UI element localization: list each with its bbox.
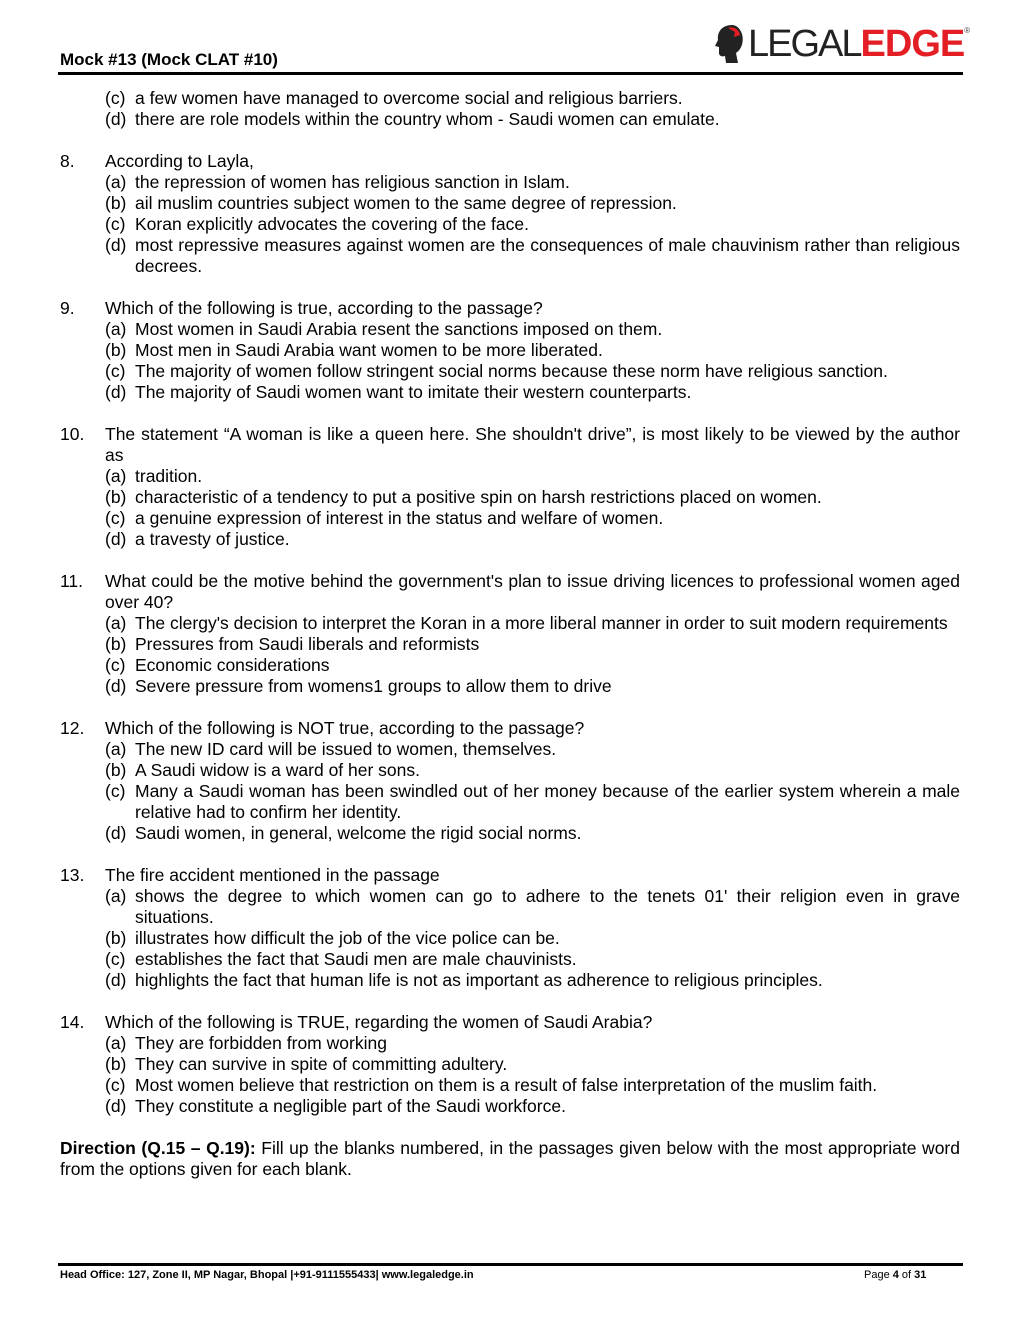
carryover-options (60, 88, 960, 130)
option (105, 823, 960, 844)
option-text: characteristic of a tendency to put a positive spin on harsh restrictions placed on women. (135, 487, 822, 507)
option-label: (c) (105, 508, 126, 528)
option-label: (a) (105, 172, 127, 192)
option-label: (b) (105, 634, 127, 654)
option (105, 487, 960, 508)
option (105, 1075, 960, 1096)
option-text: The majority of Saudi women want to imitate their western counterparts. (135, 382, 692, 402)
page-total: 31 (914, 1269, 927, 1281)
option-label: (d) (105, 109, 127, 129)
question-number: 11. (60, 571, 84, 591)
option (105, 655, 960, 676)
option-label: (b) (105, 340, 127, 360)
question-line (60, 424, 960, 466)
option (105, 529, 960, 550)
option-text: there are role models within the country whom - Saudi women can emulate. (135, 109, 720, 129)
option (105, 760, 960, 781)
option-text: establishes the fact that Saudi men are male chauvinists. (135, 949, 577, 969)
question-line (60, 151, 960, 172)
question-number: 13. (60, 865, 85, 885)
option-text: Most women believe that restriction on them is a result of false interpretation of the muslim faith. (135, 1075, 878, 1095)
option (105, 739, 960, 760)
option-text: Saudi women, in general, welcome the rigid social norms. (135, 823, 582, 843)
question-number: 8. (60, 151, 75, 171)
option (105, 382, 960, 403)
option (105, 613, 960, 634)
option-label: (d) (105, 676, 127, 696)
footer-rule (58, 1263, 963, 1266)
header-rule (58, 72, 963, 75)
question-line (60, 1012, 960, 1033)
option-text: highlights the fact that human life is not as important as adherence to religious principles. (135, 970, 823, 990)
option (105, 1033, 960, 1054)
option (105, 781, 960, 823)
question-number: 10. (60, 424, 85, 444)
option (105, 109, 960, 130)
question-text: The statement “A woman is like a queen here. She shouldn't drive”, is most likely to be viewed by the author as (105, 424, 960, 465)
option-text: A Saudi widow is a ward of her sons. (135, 760, 421, 780)
option (105, 193, 960, 214)
question-number: 9. (60, 298, 75, 318)
option (105, 466, 960, 487)
question-text: The fire accident mentioned in the passage (105, 865, 440, 885)
option (105, 508, 960, 529)
option-label: (c) (105, 949, 126, 969)
option-label: (c) (105, 781, 126, 801)
option-label: (c) (105, 88, 126, 108)
option-label: (a) (105, 466, 127, 486)
question-line (60, 718, 960, 739)
option-label: (a) (105, 613, 127, 633)
question-text: What could be the motive behind the government's plan to issue driving licences to professional women aged over 40? (105, 571, 960, 612)
option-label: (d) (105, 1096, 127, 1116)
option-text: Many a Saudi woman has been swindled out of her money because of the earlier system wherein a male relative had to confirm her identity. (135, 781, 960, 822)
option-text: illustrates how difficult the job of the vice police can be. (135, 928, 560, 948)
question-text: According to Layla, (105, 151, 254, 171)
option (105, 928, 960, 949)
option-text: The new ID card will be issued to women, themselves. (135, 739, 557, 759)
option (105, 172, 960, 193)
option (105, 214, 960, 235)
question-text: Which of the following is true, according to the passage? (105, 298, 543, 318)
question-item (60, 151, 960, 277)
option (105, 235, 960, 277)
option-label: (c) (105, 214, 126, 234)
option-text: They are forbidden from working (135, 1033, 387, 1053)
option (105, 1054, 960, 1075)
option (105, 886, 960, 928)
question-item (60, 571, 960, 697)
option-label: (d) (105, 970, 127, 990)
option (105, 676, 960, 697)
option-text: a travesty of justice. (135, 529, 290, 549)
option (105, 340, 960, 361)
question-item (60, 298, 960, 403)
option-label: (b) (105, 760, 127, 780)
question-number: 14. (60, 1012, 85, 1032)
option-text: They can survive in spite of committing adultery. (135, 1054, 508, 1074)
page-of: of (898, 1269, 915, 1281)
page-number (864, 1269, 926, 1281)
option-text: Most men in Saudi Arabia want women to be more liberated. (135, 340, 603, 360)
document-title: Mock #13 (Mock CLAT #10) (60, 50, 278, 69)
option (105, 949, 960, 970)
question-text: Which of the following is TRUE, regarding the women of Saudi Arabia? (105, 1012, 653, 1032)
page-current: 4 (892, 1269, 899, 1281)
option-label: (a) (105, 1033, 127, 1053)
logo-text-legal: LEGAL (748, 22, 861, 65)
question-item (60, 424, 960, 550)
question-text: Which of the following is NOT true, according to the passage? (105, 718, 585, 738)
direction-label: Direction (Q.15 – Q.19): (60, 1138, 256, 1158)
option-label: (a) (105, 319, 127, 339)
option-text: Most women in Saudi Arabia resent the sanctions imposed on them. (135, 319, 663, 339)
question-line (60, 571, 960, 613)
head-silhouette-icon (714, 23, 744, 65)
option-text: Severe pressure from womens1 groups to allow them to drive (135, 676, 612, 696)
option-text: shows the degree to which women can go to adhere to the tenets 01' their religion even in grave situations. (135, 886, 960, 927)
option-label: (b) (105, 1054, 127, 1074)
option-text: Economic considerations (135, 655, 330, 675)
question-item (60, 865, 960, 991)
page-prefix: Page (864, 1269, 893, 1281)
logo-text-edge: EDGE (860, 22, 965, 65)
question-item (60, 1012, 960, 1117)
legaledge-logo (714, 22, 970, 66)
direction-text: Fill up the blanks numbered, in the passages given below with the most appropriate word from the options given for each blank. (60, 1138, 960, 1179)
option (105, 1096, 960, 1117)
footer-address: Head Office: 127, Zone II, MP Nagar, Bhopal |+91-9111555433| www.legaledge.in (60, 1269, 474, 1281)
option-text: a genuine expression of interest in the status and welfare of women. (135, 508, 664, 528)
option-text: Koran explicitly advocates the covering of the face. (135, 214, 529, 234)
option-label: (c) (105, 361, 126, 381)
question-number: 12. (60, 718, 85, 738)
option (105, 361, 960, 382)
option-text: the repression of women has religious sanction in Islam. (135, 172, 570, 192)
option (105, 319, 960, 340)
option (105, 634, 960, 655)
direction (60, 1138, 960, 1180)
option-label: (d) (105, 529, 127, 549)
question-line (60, 865, 960, 886)
option-label: (a) (105, 739, 127, 759)
option-text: ail muslim countries subject women to the same degree of repression. (135, 193, 677, 213)
option-text: They constitute a negligible part of the Saudi workforce. (135, 1096, 566, 1116)
question-content (60, 88, 960, 1180)
option-label: (b) (105, 928, 127, 948)
option (105, 88, 960, 109)
option-label: (b) (105, 193, 127, 213)
question-item (60, 718, 960, 844)
option-text: The majority of women follow stringent social norms because these norm have religious sanction. (135, 361, 888, 381)
option-label: (d) (105, 235, 127, 255)
option-text: The clergy's decision to interpret the Koran in a more liberal manner in order to suit modern requirements (135, 613, 948, 633)
option (105, 970, 960, 991)
option-label: (d) (105, 382, 127, 402)
option-text: tradition. (135, 466, 203, 486)
option-text: a few women have managed to overcome social and religious barriers. (135, 88, 683, 108)
option-label: (b) (105, 487, 127, 507)
option-text: most repressive measures against women are the consequences of male chauvinism rather than religious decrees. (135, 235, 960, 276)
option-label: (d) (105, 823, 127, 843)
registered-mark: ® (964, 26, 971, 35)
option-label: (c) (105, 655, 126, 675)
option-label: (c) (105, 1075, 126, 1095)
question-line (60, 298, 960, 319)
option-text: Pressures from Saudi liberals and reformists (135, 634, 480, 654)
option-label: (a) (105, 886, 127, 906)
